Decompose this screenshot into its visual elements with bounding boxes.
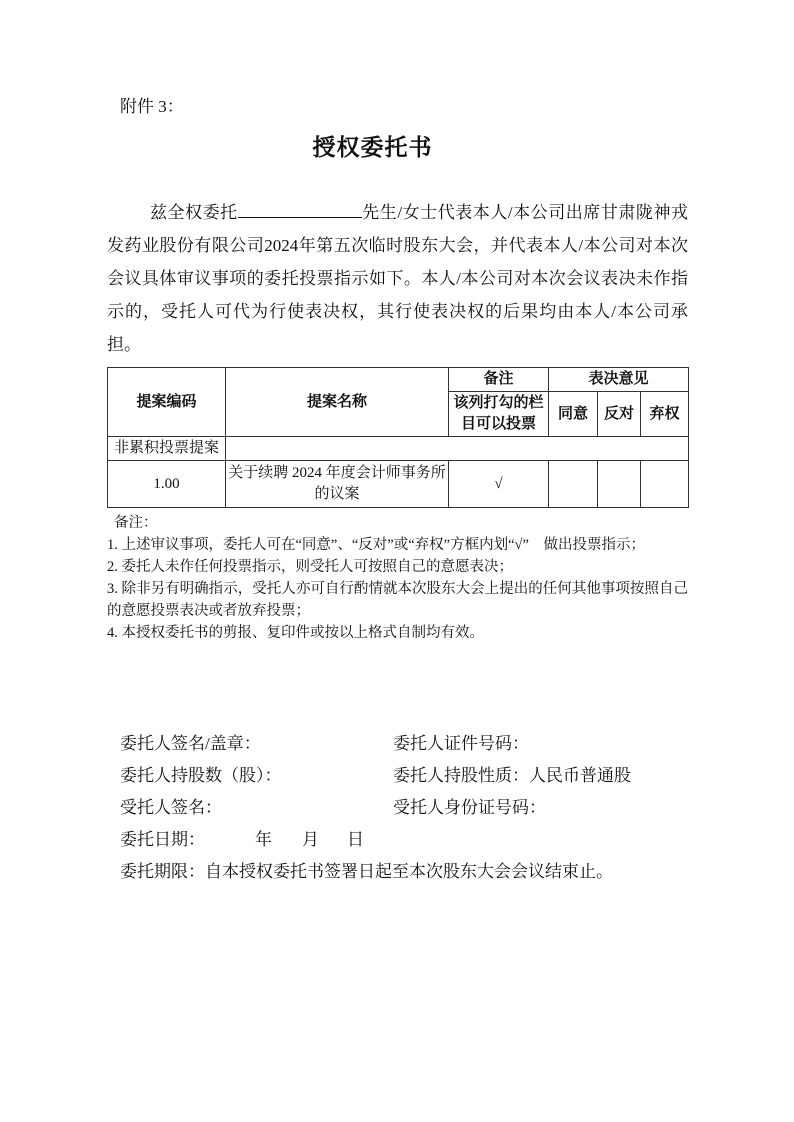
col-header-remark: 备注 (449, 368, 549, 392)
signature-section (107, 728, 688, 888)
proposal-code-cell: 1.00 (108, 461, 226, 508)
day-label: 日 (347, 830, 364, 849)
note-item-1: 1. 上述审议事项，委托人可在“同意”、“反对”或“弃权”方框内划“√” 做出投票指示； (107, 537, 645, 553)
entrust-date-row (107, 824, 688, 856)
abstain-vote-cell (641, 461, 689, 508)
signature-row-3 (107, 792, 688, 824)
principal-id-number-label: 委托人证件号码： (393, 734, 529, 753)
notes-title: 备注： (114, 515, 158, 531)
principal-signature-label: 委托人签名/盖章： (120, 734, 261, 753)
section-empty-cell (226, 437, 689, 461)
note-item-2: 2. 委托人未作任何投票指示，则受托人可按照自己的意愿表决； (107, 559, 513, 575)
intro-body: 先生/女士代表本人/本公司出席甘肃陇神戎发药业股份有限公司2024年第五次临时股东大会，并代表本人/本公司对本次会议具体审议事项的委托投票指示如下。本人/本公司对本次会议表决未作指示的，受托人可代为行使表决权，其行使表决权的后果均由本人/本公司承担。 (107, 203, 689, 354)
principal-share-type-label: 委托人持股性质：人民币普通股 (393, 766, 631, 785)
attachment-label: 附件 3： (120, 97, 184, 116)
notes-section (107, 512, 688, 644)
intro-lead: 兹全权委托 (150, 203, 238, 222)
col-header-proposal-code: 提案编码 (108, 368, 226, 437)
col-header-remark-note: 该列打勾的栏目可以投票 (449, 392, 549, 437)
proxy-name-blank (238, 206, 362, 218)
agent-id-number-label: 受托人身份证号码： (393, 798, 546, 817)
intro-paragraph (107, 196, 688, 361)
page-title: 授权委托书 (312, 135, 433, 160)
voting-instruction-table (107, 367, 689, 508)
agent-signature-label: 受托人签名： (120, 798, 222, 817)
section-label-cell: 非累积投票提案 (108, 437, 226, 461)
table-section-row (108, 437, 689, 461)
col-header-oppose: 反对 (598, 392, 641, 437)
proposal-name-cell: 关于续聘 2024 年度会计师事务所的议案 (226, 461, 449, 508)
col-header-vote-opinion: 表决意见 (549, 368, 689, 392)
table-row (108, 461, 689, 508)
col-header-abstain: 弃权 (641, 392, 689, 437)
year-label: 年 (255, 830, 272, 849)
remark-checkmark-cell: √ (449, 461, 549, 508)
entrust-date-label: 委托日期： (120, 830, 205, 849)
col-header-agree: 同意 (549, 392, 598, 437)
month-label: 月 (302, 830, 319, 849)
oppose-vote-cell (598, 461, 641, 508)
agree-vote-cell (549, 461, 598, 508)
col-header-proposal-name: 提案名称 (226, 368, 449, 437)
note-item-3: 3. 除非另有明确指示，受托人亦可自行酌情就本次股东大会上提出的任何其他事项按照自己的意愿投票表决或者放弃投票； (107, 581, 688, 619)
entrust-term-row: 委托期限：自本授权委托书签署日起至本次股东大会会议结束止。 (120, 862, 613, 881)
signature-row-2 (107, 760, 688, 792)
principal-shares-label: 委托人持股数（股）： (120, 766, 282, 785)
note-item-4: 4. 本授权委托书的剪报、复印件或按以上格式自制均有效。 (107, 625, 484, 641)
signature-row-1 (107, 728, 688, 760)
